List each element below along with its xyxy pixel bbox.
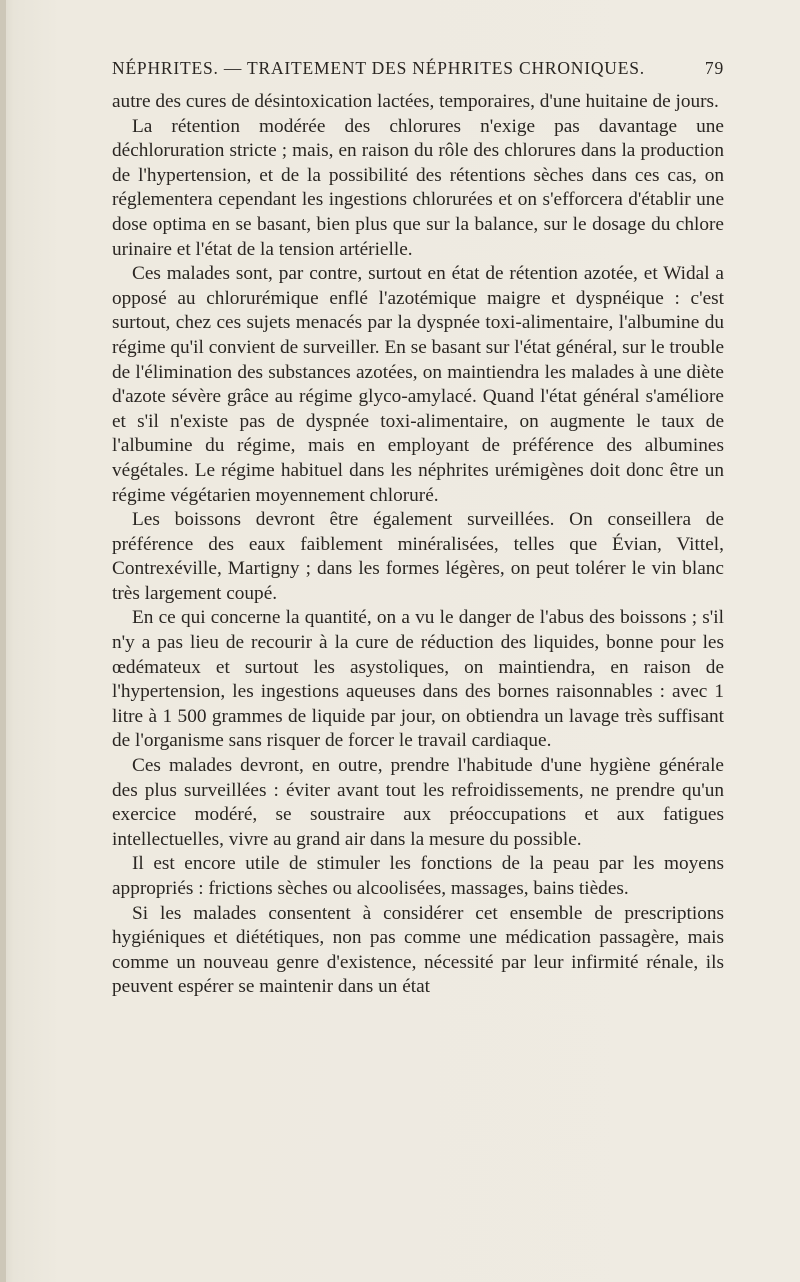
paragraph-beverages: Les boissons devront être également surveillées. On conseillera de préférence des eaux faiblement minéralisées, telles que Évian, Vittel, Contrexéville, Martigny ; dans les formes légères, on peut tolérer le vin blanc très largement coupé.: [112, 509, 724, 604]
page-binding-edge: [0, 0, 6, 1282]
body-text: [112, 90, 724, 1000]
paragraph-fluid-quantity: En ce qui concerne la quantité, on a vu le danger de l'abus des boissons ; s'il n'y a pas lieu de recourir à la cure de réduction des liquides, bonne pour les œdémateux et surtout les asystoliques, on maintiendra, en raison de l'hypertension, les ingestions aqueuses dans des bornes raisonnables : avec 1 litre à 1 500 grammes de liquide par jour, on obtiendra un lavage très suffisant de l'organisme sans risquer de forcer le travail cardiaque.: [112, 607, 724, 752]
page-number: 79: [704, 58, 724, 78]
paragraph-skin-functions: Il est encore utile de stimuler les fonctions de la peau par les moyens appropriés : frictions sèches ou alcoolisées, massages, bains tièdes.: [112, 853, 724, 899]
paragraph-general-hygiene: Ces malades devront, en outre, prendre l'habitude d'une hygiène générale des plus surveillées : éviter avant tout les refroidissements, ne prendre qu'un exercice modéré, se soustraire aux préoccupations et aux fatigues intellectuelles, vivre au grand air dans la mesure du possible.: [112, 755, 724, 850]
paragraph-azotemia: Ces malades sont, par contre, surtout en état de rétention azotée, et Widal a opposé au chlorurémique enflé l'azotémique maigre et dyspnéique : c'est surtout, chez ces sujets menacés par la dyspnée toxi-alimentaire, l'albumine du régime qu'il convient de surveiller. En se basant sur l'état général, sur le trouble de l'élimination des substances azotées, on maintiendra les malades à une diète d'azote sévère grâce au régime glyco-amylacé. Quand l'état général s'améliore et s'il n'existe pas de dyspnée toxi-alimentaire, on augmente le taux de l'albumine du régime, mais en employant de préférence des albumines végétales. Le régime habituel dans les néphrites urémigènes doit donc être un régime végétarien moyennement chloruré.: [112, 263, 724, 506]
running-header-title: NÉPHRITES. — TRAITEMENT DES NÉPHRITES CHRONIQUES.: [112, 58, 645, 78]
paragraph-continuation: autre des cures de désintoxication lactées, temporaires, d'une huitaine de jours.: [112, 91, 719, 112]
paragraph-prescriptions: Si les malades consentent à considérer cet ensemble de prescriptions hygiéniques et diététiques, non pas comme une médication passagère, mais comme un nouveau genre d'existence, nécessité par leur infirmité rénale, ils peuvent espérer se maintenir dans un état: [112, 902, 724, 998]
paragraph-chloride-retention: La rétention modérée des chlorures n'exige pas davantage une déchloruration stricte ; mais, en raison du rôle des chlorures dans la production de l'hypertension, et de la possibilité des rétentions sèches dans ces cas, on réglementera cependant les ingestions chlorurées et on s'efforcera d'établir une dose optima en se basant, bien plus que sur la balance, sur le dosage du chlore urinaire et l'état de la tension artérielle.: [112, 115, 724, 260]
running-header: [112, 58, 724, 79]
